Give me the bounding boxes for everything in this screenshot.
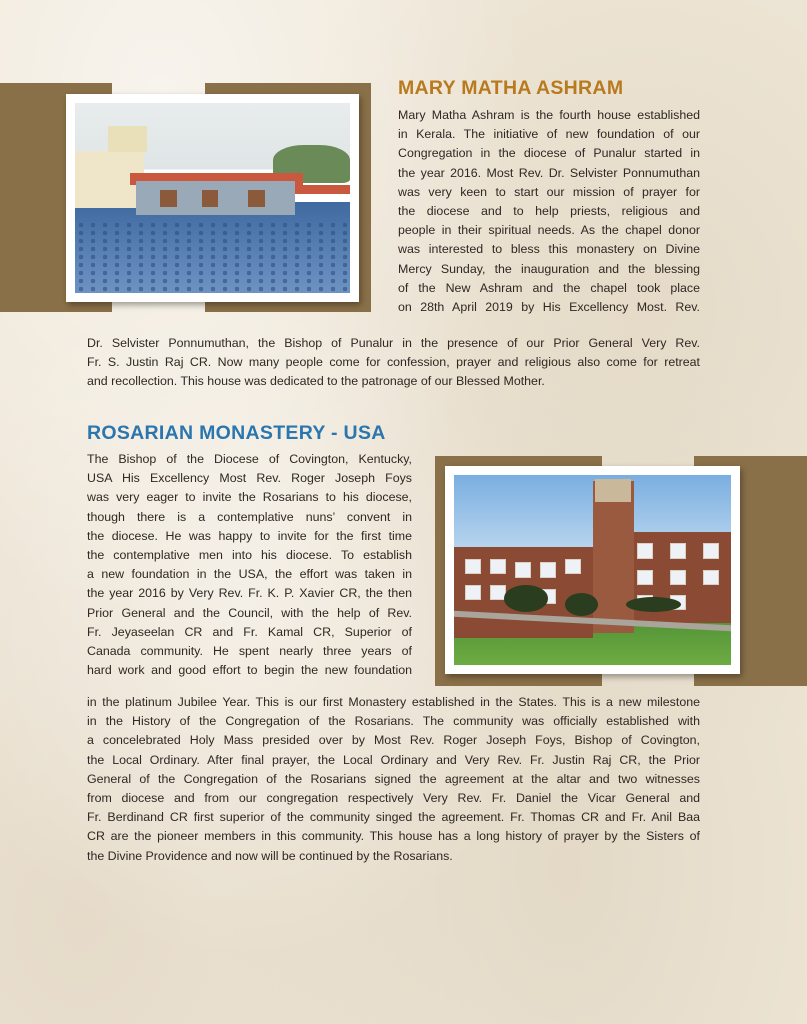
section-title-rosarian-monastery-usa: ROSARIAN MONASTERY - USA bbox=[87, 422, 386, 444]
text-line: the diocese and to help priests, religious and bbox=[398, 204, 700, 219]
text-line: though there is a contemplative nuns’ convent in bbox=[87, 509, 412, 524]
text-line: hard work and good effort to begin the new foundation bbox=[87, 663, 412, 678]
text-line: Mary Matha Ashram is the fourth house established bbox=[398, 108, 700, 122]
text-line: the contemplative men into his diocese. To establish bbox=[87, 548, 412, 563]
text-line: a new foundation in the USA, the effort was taken in bbox=[87, 567, 412, 582]
paragraph-mary-matha-full-width bbox=[87, 334, 700, 392]
text-line: the Local Ordinary. After final prayer, the Local Ordinary and Very Rev. Fr. Justin Raj CR, the Prior bbox=[87, 752, 700, 767]
ashram-photo-image bbox=[75, 103, 350, 293]
text-line: in Kerala. The initiative of new foundation of our bbox=[398, 127, 700, 142]
photo-rosarian-monastery bbox=[445, 466, 740, 674]
text-line: was very keen to start our mission of prayer for bbox=[398, 184, 700, 199]
text-line: CR are the pioneer members in this community. This house has a long history of prayer by the Sisters of bbox=[87, 829, 700, 844]
text-line: a concelebrated Holy Mass presided over by Most Rev. Roger Joseph Foys, Bishop of Covington, bbox=[87, 733, 700, 748]
text-line: of the New Ashram and the chapel took place bbox=[398, 280, 700, 295]
text-line: the year 2016. Most Rev. Dr. Selvister Ponnumuthan bbox=[398, 165, 700, 180]
paragraph-rosarian-full-width bbox=[87, 693, 700, 866]
text-line: Mercy Sunday, the inauguration and the blessing bbox=[398, 261, 700, 276]
text-line: from diocese and from our congregation respectively Very Rev. Fr. Daniel the Vicar General and bbox=[87, 791, 700, 806]
text-line: Prior General and the Council, with the help of Rev. bbox=[87, 605, 412, 620]
text-line: Fr. Berdinand CR first superior of the community singed the agreement. Fr. Thomas CR and Fr. Anil Baa bbox=[87, 810, 700, 825]
text-line: was very eager to invite the Rosarians to his diocese, bbox=[87, 490, 412, 505]
section-title-mary-matha-ashram: MARY MATHA ASHRAM bbox=[398, 77, 624, 99]
text-line: Fr. Jeyaseelan CR and Fr. Kamal CR, Superior of bbox=[87, 624, 412, 639]
photo-mary-matha-ashram bbox=[66, 94, 359, 302]
text-line: in the platinum Jubilee Year. This is our first Monastery established in the States. This is a new milestone bbox=[87, 695, 700, 709]
paragraph-rosarian-left-column bbox=[87, 450, 412, 680]
text-line: the year 2016 by Very Rev. Fr. K. P. Xavier CR, the then bbox=[87, 586, 412, 601]
text-line: General of the Congregation of the Rosarians signed the agreement at the altar and two witnesses bbox=[87, 771, 700, 786]
text-line: Canada community. He spent nearly three years of bbox=[87, 644, 412, 659]
text-line: USA His Excellency Most Rev. Roger Joseph Foys bbox=[87, 471, 412, 486]
text-line: people in their spiritual needs. As the chapel donor bbox=[398, 223, 700, 238]
monastery-photo-image bbox=[454, 475, 731, 665]
text-line: the Divine Providence and now will be continued by the Rosarians. bbox=[87, 848, 453, 863]
text-line: Dr. Selvister Ponnumuthan, the Bishop of Punalur in the presence of our Prior General Very Rev. bbox=[87, 336, 700, 350]
text-line: was interested to bless this monastery on Divine bbox=[398, 242, 700, 257]
text-line: Fr. S. Justin Raj CR. Now many people come for confession, prayer and religious also come for retreat bbox=[87, 355, 700, 370]
text-line: Congregation in the diocese of Punalur started in bbox=[398, 146, 700, 161]
text-line: and recollection. This house was dedicated to the patronage of our Blessed Mother. bbox=[87, 374, 545, 389]
text-line: The Bishop of the Diocese of Covington, Kentucky, bbox=[87, 452, 412, 466]
text-line: on 28th April 2019 by His Excellency Most. Rev. bbox=[398, 300, 700, 315]
paragraph-mary-matha-right-column bbox=[398, 106, 700, 317]
text-line: the diocese. He was happy to invite for the first time bbox=[87, 528, 412, 543]
text-line: in the History of the Congregation of the Rosarians. The community was officially established with bbox=[87, 714, 700, 729]
